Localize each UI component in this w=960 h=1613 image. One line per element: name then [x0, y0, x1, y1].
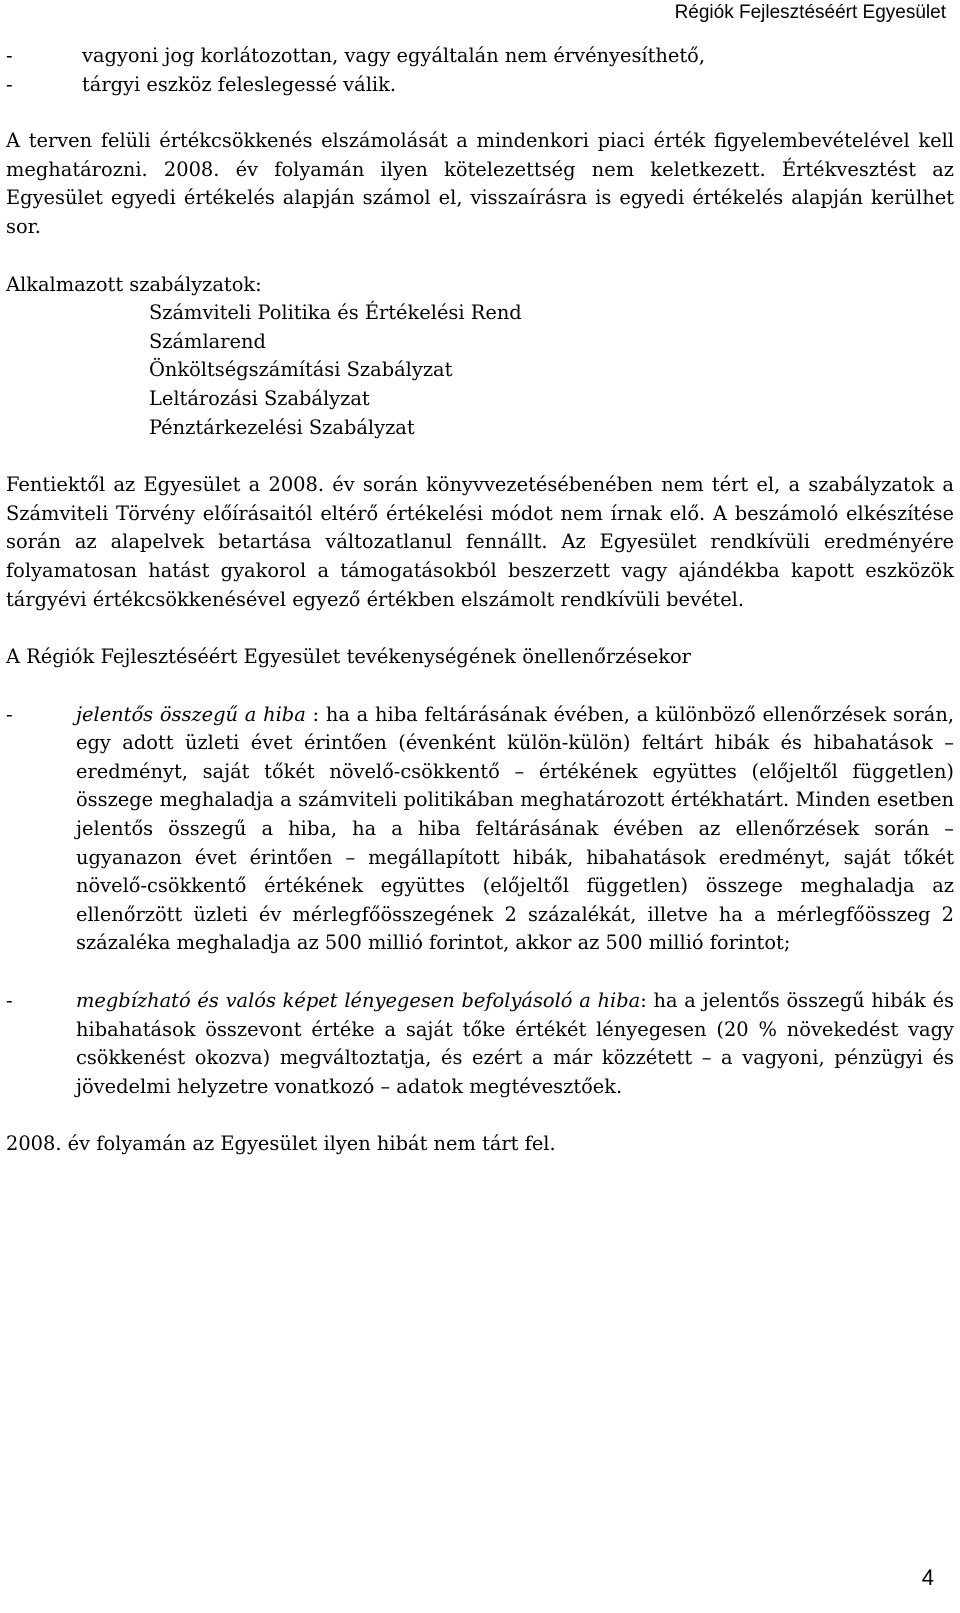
definition-significant-error	[6, 701, 954, 958]
list-dash: -	[6, 44, 13, 67]
list-item	[6, 42, 954, 71]
regulation-item: Pénztárkezelési Szabályzat	[149, 415, 415, 439]
regulation-item: Számlarend	[149, 329, 266, 353]
regulation-item: Leltározási Szabályzat	[149, 386, 370, 410]
definition-body: : ha a hiba feltárásának évében, a különböző ellenőrzések során, egy adott üzleti évet érintően (évenként külön-külön) feltárt hibák és hibahatások – eredményt, saját tőkét növelő-csökkentő – értékének együttes (előjeltől független) összege meghaladja a számviteli politikában meghatározott értékhatárt. Minden esetben jelentős összegű a hiba, ha a hiba feltárásának évében az ellenőrzések során – ugyanazon évet érintően – megállapított hibák, hibahatások eredményt, saját tőkét növelő-csökkentő értékének együttes (előjeltől független) összege meghaladja az ellenőrzött üzleti év mérlegfőösszegének 2 százalékát, illetve ha a mérlegfőösszeg 2 százaléka meghaladja az 500 millió forintot, akkor az 500 millió forintot;	[76, 702, 954, 955]
page-header: Régiók Fejlesztéséért Egyesület	[674, 2, 946, 23]
paragraph-self-check: A Régiók Fejlesztéséért Egyesület tevékenységének önellenőrzésekor	[6, 645, 691, 669]
regulation-item: Önköltségszámítási Szabályzat	[149, 358, 453, 382]
list-dash: -	[6, 989, 13, 1013]
list-item	[6, 71, 954, 100]
regulations-list	[6, 299, 954, 442]
definition-term: megbízható és valós képet lényegesen befolyásoló a hiba	[76, 989, 641, 1013]
definition-text	[76, 987, 954, 1101]
regulation-item: Számviteli Politika és Értékelési Rend	[149, 301, 522, 325]
definition-body: : ha a jelentős összegű hibák és hibahatások összevont értéke a saját tőke értékét lényegesen (20 % növekedést vagy csökkenést okozva) megváltoztatja, és ezért a már közzétett – a vagyoni, pénzügyi és jövedelmi helyzetre vonatkozó – adatok megtévesztőek.	[76, 989, 954, 1098]
paragraph-depreciation: A terven felüli értékcsökkenés elszámolását a mindenkori piaci érték figyelembevételével kell meghatározni. 2008. év folyamán ilyen kötelezettség nem keletkezett. Értékvesztést az Egyesület egyedi értékelés alapján számol el, visszaírásra is egyedi értékelés alapján kerülhet sor.	[6, 129, 954, 238]
definition-material-error	[6, 987, 954, 1101]
list-item-text: tárgyi eszköz feleslegessé válik.	[82, 72, 397, 96]
definition-text	[76, 701, 954, 958]
paragraph-conclusion: 2008. év folyamán az Egyesület ilyen hibát nem tárt fel.	[6, 1132, 556, 1156]
definition-term: jelentős összegű a hiba	[76, 702, 306, 726]
document-body	[6, 42, 954, 1159]
list-dash: -	[6, 702, 13, 726]
page-number: 4	[921, 1565, 934, 1590]
list-dash: -	[6, 72, 13, 96]
paragraph-deviation: Fentiektől az Egyesület a 2008. év során könyvvezetésébenében nem tért el, a szabályzatok a Számviteli Törvény előírásaitól eltérő értékelési módot nem írnak elő. A beszámoló elkészítése során az alapelvek betartása változatlanul fennállt. Az Egyesület rendkívüli eredményére folyamatosan hatást gyakorol a támogatásokból beszerzett vagy ajándékba kapott eszközök tárgyévi értékcsökkenésével egyező értékben elszámolt rendkívüli bevétel.	[6, 473, 954, 611]
regulations-heading: Alkalmazott szabályzatok:	[6, 272, 262, 296]
list-item-text: vagyoni jog korlátozottan, vagy egyáltalán nem érvényesíthető,	[82, 44, 706, 67]
